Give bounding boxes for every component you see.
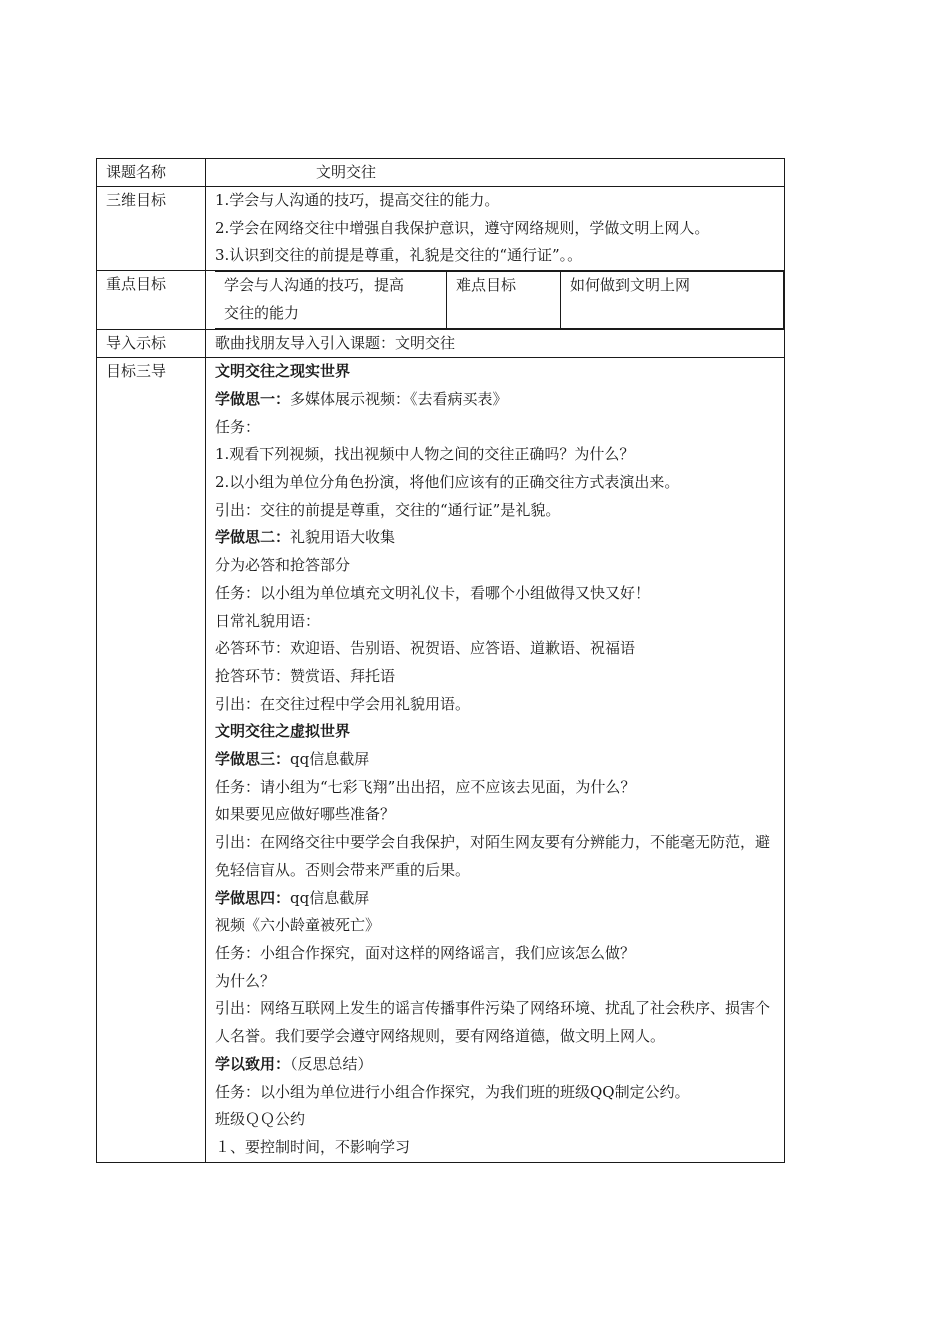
difficulty-label: 难点目标 bbox=[447, 272, 561, 328]
content-line bbox=[215, 552, 784, 580]
content-line bbox=[215, 968, 784, 996]
content-line bbox=[215, 663, 784, 691]
row-title bbox=[97, 159, 785, 187]
content-line bbox=[215, 912, 784, 940]
key-text-cell bbox=[215, 272, 447, 328]
content-line bbox=[215, 885, 784, 913]
content-line bbox=[215, 386, 784, 414]
goal-item-2: 2.学会在网络交往中增强自我保护意识，遵守网络规则，学做文明上网人。 bbox=[215, 218, 710, 237]
content-line bbox=[215, 746, 784, 774]
content-line bbox=[215, 524, 784, 552]
content-line bbox=[215, 1079, 784, 1107]
content-line bbox=[215, 635, 784, 663]
lesson-title: 文明交往 bbox=[206, 159, 785, 187]
difficulty-text: 如何做到文明上网 bbox=[561, 272, 784, 328]
row-main-label: 目标三导 bbox=[97, 358, 206, 1162]
content-line-text: （反思总结） bbox=[290, 1054, 373, 1073]
content-line-heading: 文明交往之现实世界 bbox=[215, 362, 351, 381]
content-line-text: 引出：网络互联网上发生的谣言传播事件污染了网络环境、扰乱了社会秩序、损害个人名誉。我们要学会遵守网络规则，要有网络道德，做文明上网人。 bbox=[215, 999, 771, 1046]
content-line bbox=[215, 1134, 784, 1162]
content-line bbox=[215, 580, 784, 608]
content-line-heading: 学做思二： bbox=[215, 528, 291, 547]
goal-item-3: 3.认识到交往的前提是尊重，礼貌是交往的“通行证”。。 bbox=[215, 246, 583, 265]
row-key bbox=[97, 271, 785, 329]
intro-text: 歌曲找朋友导入引入课题：文明交往 bbox=[206, 329, 785, 358]
content-line bbox=[215, 1106, 784, 1134]
content-line-text: 引出：在交往过程中学会用礼貌用语。 bbox=[215, 694, 471, 713]
content-line-text: 任务： bbox=[215, 417, 261, 436]
content-line bbox=[215, 691, 784, 719]
content-line bbox=[215, 718, 784, 746]
content-line-text: 分为必答和抢答部分 bbox=[215, 556, 351, 575]
content-line-text: １、要控制时间，不影响学习 bbox=[215, 1137, 411, 1156]
content-line-text: 多媒体展示视频：《去看病买表》 bbox=[290, 389, 508, 408]
content-line bbox=[215, 1051, 784, 1079]
content-line bbox=[215, 469, 784, 497]
key-cell bbox=[206, 271, 785, 329]
content-line bbox=[215, 829, 784, 884]
content-line-text: 任务：小组合作探究，面对这样的网络谣言，我们应该怎么做？ bbox=[215, 943, 636, 962]
row-title-label: 课题名称 bbox=[97, 159, 206, 187]
content-line-text: 视频《六小龄童被死亡》 bbox=[215, 916, 381, 935]
main-content-cell bbox=[206, 358, 785, 1162]
content-line-text: qq信息截屏 bbox=[290, 888, 370, 907]
content-line-text: 抢答环节：赞赏语、拜托语 bbox=[215, 666, 396, 685]
content-line-heading: 学以致用： bbox=[215, 1054, 291, 1073]
content-line-heading: 学做思三： bbox=[215, 750, 291, 769]
row-main bbox=[97, 358, 785, 1162]
content-line-text: 如果要见应做好哪些准备？ bbox=[215, 805, 396, 824]
content-line bbox=[215, 358, 784, 386]
content-line-text: 礼貌用语大收集 bbox=[290, 528, 396, 547]
row-intro-label: 导入示标 bbox=[97, 329, 206, 358]
key-text-1: 学会与人沟通的技巧，提高 bbox=[224, 276, 405, 295]
content-line bbox=[215, 608, 784, 636]
content-line-text: qq信息截屏 bbox=[290, 750, 370, 769]
content-line-text: 引出：交往的前提是尊重，交往的“通行证”是礼貌。 bbox=[215, 500, 561, 519]
content-line-text: 1.观看下列视频，找出视频中人物之间的交往正确吗？为什么？ bbox=[215, 445, 635, 464]
content-line-text: 任务：以小组为单位填充文明礼仪卡，看哪个小组做得又快又好！ bbox=[215, 583, 651, 602]
goals-cell bbox=[206, 187, 785, 271]
content-line-heading: 学做思四： bbox=[215, 888, 291, 907]
content-line bbox=[215, 801, 784, 829]
content-line bbox=[215, 940, 784, 968]
key-text-2: 交往的能力 bbox=[224, 303, 300, 322]
content-line bbox=[215, 414, 784, 442]
content-line-heading: 文明交往之虚拟世界 bbox=[215, 722, 351, 741]
content-line-text: 任务：请小组为“七彩飞翔”出出招，应不应该去见面，为什么？ bbox=[215, 777, 636, 796]
content-line-text: 班级ＱＱ公约 bbox=[215, 1110, 306, 1129]
goal-item-1: 1.学会与人沟通的技巧，提高交往的能力。 bbox=[215, 191, 500, 209]
content-line bbox=[215, 441, 784, 469]
key-subtable bbox=[215, 271, 784, 328]
row-intro bbox=[97, 329, 785, 358]
content-line-text: 日常礼貌用语： bbox=[215, 611, 321, 630]
content-line-text: 2.以小组为单位分角色扮演，将他们应该有的正确交往方式表演出来。 bbox=[215, 473, 680, 492]
content-line bbox=[215, 995, 784, 1050]
content-line-text: 为什么？ bbox=[215, 971, 276, 990]
content-line bbox=[215, 497, 784, 525]
row-goals-label: 三维目标 bbox=[97, 187, 206, 271]
content-line bbox=[215, 774, 784, 802]
content-line-text: 引出：在网络交往中要学会自我保护，对陌生网友要有分辨能力，不能毫无防范，避免轻信盲从。否则会带来严重的后果。 bbox=[215, 833, 771, 879]
content-line-heading: 学做思一： bbox=[215, 389, 291, 408]
lesson-plan-table bbox=[96, 158, 785, 1163]
row-goals bbox=[97, 187, 785, 271]
content-line-text: 必答环节：欢迎语、告别语、祝贺语、应答语、道歉语、祝福语 bbox=[215, 639, 636, 658]
row-key-label: 重点目标 bbox=[97, 271, 206, 329]
content-line-text: 任务：以小组为单位进行小组合作探究，为我们班的班级QQ制定公约。 bbox=[215, 1082, 690, 1101]
